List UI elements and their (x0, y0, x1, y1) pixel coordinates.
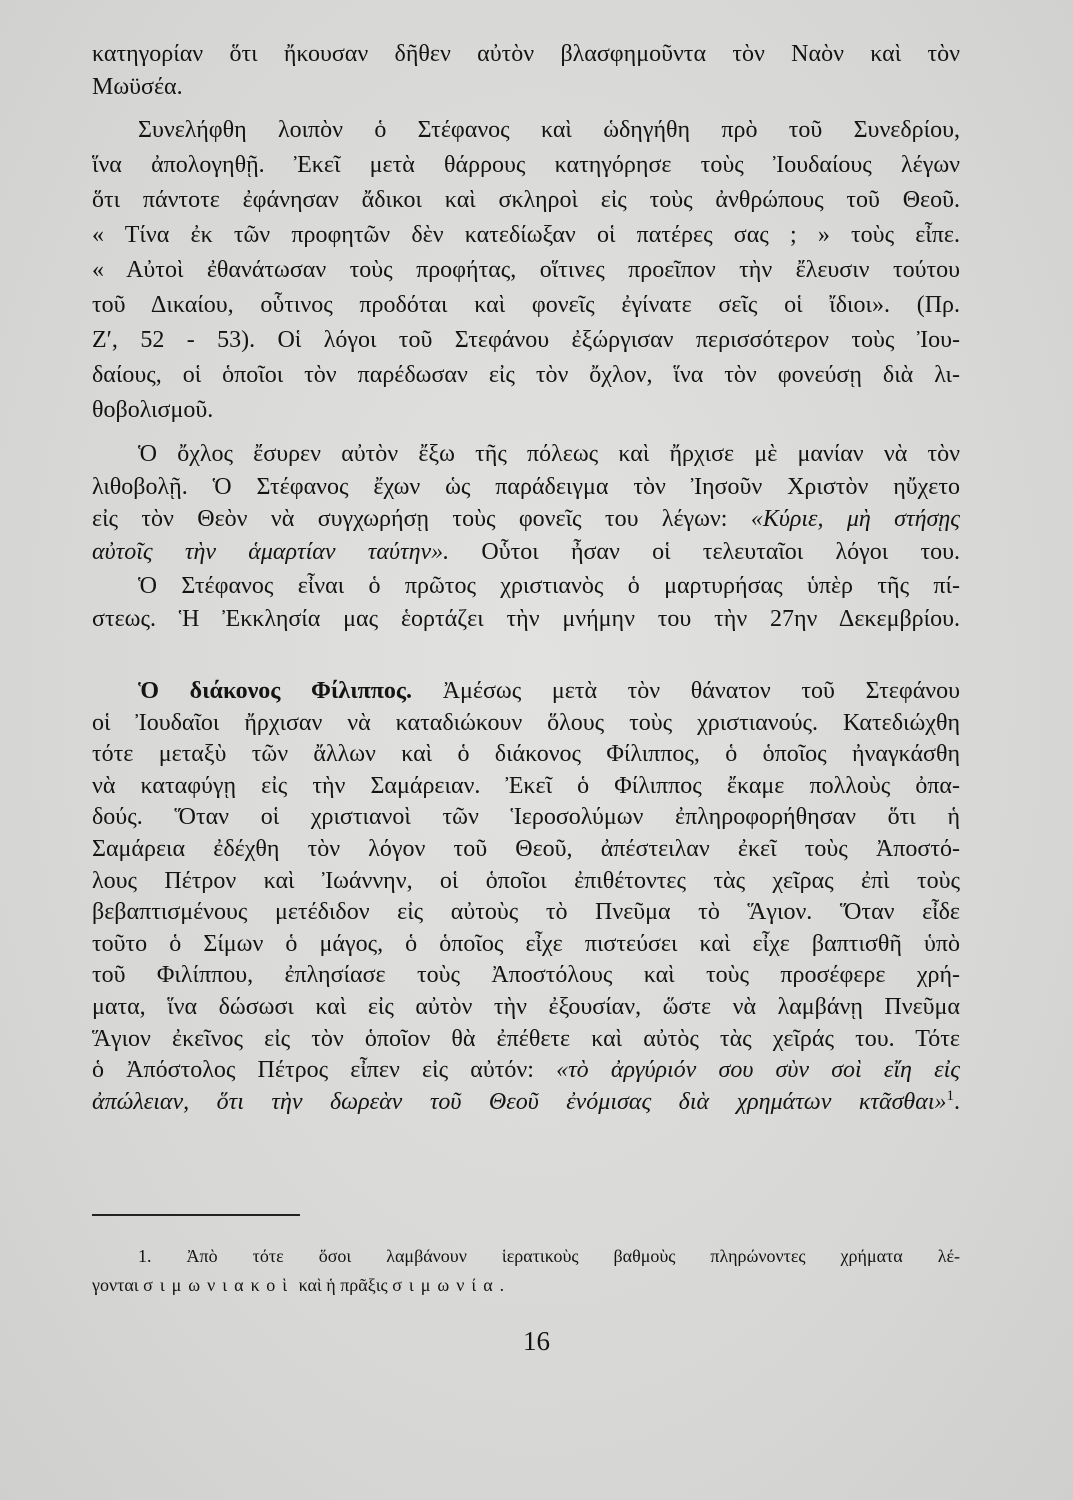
text-line (92, 438, 960, 471)
paragraph-5 (92, 676, 960, 1118)
text-segment: Σαμάρεια ἐδέχθη τὸν λόγον τοῦ Θεοῦ, ἀπέστειλαν ἐκεῖ τοὺς Ἀποστό- (92, 835, 960, 862)
text-line (92, 570, 960, 603)
text-segment: σιμωνία (392, 1275, 500, 1295)
text-line (92, 38, 960, 71)
text-segment: οἱ Ἰουδαῖοι ἤρχισαν νὰ καταδιώκουν ὅλους τοὺς χριστιανούς. Κατεδιώχθη (92, 709, 960, 736)
text-line (92, 218, 960, 253)
text-line (92, 288, 960, 323)
text-segment: Ὁ ὄχλος ἔσυρεν αὐτὸν ἔξω τῆς πόλεως καὶ ἤρχισε μὲ μανίαν νὰ τὸν (138, 441, 960, 467)
text-segment: σιμωνιακοὶ (143, 1275, 295, 1295)
text-line (92, 676, 960, 708)
text-segment: νὰ καταφύγῃ εἰς τὴν Σαμάρειαν. Ἐκεῖ ὁ Φίλιππος ἔκαμε πολλοὺς ὀπα- (92, 772, 960, 799)
text-line (92, 253, 960, 288)
text-segment: « Τίνα ἐκ τῶν προφητῶν δὲν κατεδίωξαν οἱ πατέρες σας ; » τοὺς εἶπε. (92, 222, 960, 248)
text-segment: τοῦ Φιλίππου, ἐπλησίασε τοὺς Ἀποστόλους καὶ τοὺς προσέφερε χρή- (92, 962, 960, 989)
text-line (92, 536, 960, 569)
paragraph-2 (92, 113, 960, 428)
text-segment: καὶ ἡ πρᾶξις (294, 1275, 393, 1295)
text-segment: εἰς τὸν Θεὸν νὰ συγχωρήσῃ τοὺς φονεῖς του λέγων: (92, 506, 751, 532)
footnote-divider (92, 1214, 300, 1216)
text-segment: Ἀμέσως μετὰ τὸν θάνατον τοῦ Στεφάνου (412, 678, 960, 704)
text-segment: Ἅγιον ἐκεῖνος εἰς τὸν ὁποῖον θὰ ἐπέθετε καὶ αὐτὸς τὰς χεῖράς του. Τότε (92, 1025, 960, 1052)
text-segment: δαίους, οἱ ὁποῖοι τὸν παρέδωσαν εἰς τὸν ὄχλον, ἵνα τὸν φονεύσῃ διὰ λι- (92, 362, 960, 388)
section-heading: Ὁ διάκονος Φίλιππος. (138, 678, 413, 704)
text-segment: Ζ′, 52 - 53). Οἱ λόγοι τοῦ Στεφάνου ἐξώργισαν περισσότερον τοὺς Ἰου- (92, 327, 960, 353)
quotation: «τὸ ἀργύριόν σου σὺν σοὶ εἴη εἰς (556, 1057, 960, 1084)
text-line (92, 183, 960, 218)
text-line (92, 603, 960, 636)
text-segment: ὅτι πάντοτε ἐφάνησαν ἄδικοι καὶ σκληροὶ εἰς τοὺς ἀνθρώπους τοῦ Θεοῦ. (92, 187, 960, 213)
text-line (92, 113, 960, 148)
text-segment: . (954, 1088, 960, 1115)
text-line (92, 1024, 960, 1056)
text-line (92, 323, 960, 358)
text-line (92, 866, 960, 898)
quotation: «Κύριε, μὴ στήσῃς (750, 506, 960, 532)
text-line (92, 148, 960, 183)
text-segment: ἵνα ἀπολογηθῇ. Ἐκεῖ μετὰ θάρρους κατηγόρησε τοὺς Ἰουδαίους λέγων (92, 152, 960, 178)
text-segment: Μωϋσέα. (92, 74, 183, 100)
text-line (92, 834, 960, 866)
footnote-marker: 1 (946, 1087, 954, 1104)
text-segment: Ὁ Στέφανος εἶναι ὁ πρῶτος χριστιανὸς ὁ μαρτυρήσας ὑπὲρ τῆς πί- (138, 573, 960, 599)
text-segment: δούς. Ὅταν οἱ χριστιανοὶ τῶν Ἱεροσολύμων ἐπληροφορήθησαν ὅτι ἡ (92, 804, 960, 831)
text-segment: ὁ Ἀπόστολος Πέτρος εἶπεν εἰς αὐτόν: (92, 1057, 557, 1084)
text-line (92, 1055, 960, 1087)
text-segment: . (499, 1275, 505, 1295)
text-line (92, 71, 960, 104)
text-segment: κατηγορίαν ὅτι ἤκουσαν δῆθεν αὐτὸν βλασφημοῦντα τὸν Ναὸν καὶ τὸν (92, 41, 960, 67)
text-line (92, 358, 960, 393)
paragraph-4 (92, 570, 960, 635)
footnote (92, 1242, 960, 1300)
text-line (92, 1087, 960, 1119)
quotation: αὐτοῖς τὴν ἁμαρτίαν ταύτην». (92, 538, 450, 565)
text-segment: τότε μεταξὺ τῶν ἄλλων καὶ ὁ διάκονος Φίλιππος, ὁ ὁποῖος ἠναγκάσθη (92, 741, 960, 768)
text-segment: στεως. Ἡ Ἐκκλησία μας ἑορτάζει τὴν μνήμην του τὴν 27ην Δεκεμβρίου. (92, 605, 960, 632)
text-segment: « Αὐτοὶ ἐθανάτωσαν τοὺς προφήτας, οἵτινες προεῖπον τὴν ἔλευσιν τούτου (92, 257, 960, 283)
text-line (92, 802, 960, 834)
text-line (92, 1242, 960, 1271)
text-line (92, 992, 960, 1024)
text-line (92, 471, 960, 504)
text-segment: λιθοβολῇ. Ὁ Στέφανος ἔχων ὡς παράδειγμα τὸν Ἰησοῦν Χριστὸν ηὔχετο (92, 473, 960, 500)
text-line (92, 960, 960, 992)
text-line (92, 739, 960, 771)
text-segment: Οὗτοι ἦσαν οἱ τελευταῖοι λόγοι του. (449, 538, 960, 565)
text-line (92, 393, 960, 428)
text-line (92, 708, 960, 740)
paragraph-1 (92, 38, 960, 104)
text-segment: θοβολισμοῦ. (92, 397, 214, 423)
text-line (92, 771, 960, 803)
text-segment: ματα, ἵνα δώσωσι καὶ εἰς αὐτὸν τὴν ἐξουσίαν, ὥστε νὰ λαμβάνῃ Πνεῦμα (92, 993, 960, 1020)
text-line (92, 897, 960, 929)
text-segment: Συνελήφθη λοιπὸν ὁ Στέφανος καὶ ὡδηγήθη πρὸ τοῦ Συνεδρίου, (138, 117, 960, 143)
text-line (92, 929, 960, 961)
page-number: 16 (523, 1326, 550, 1356)
text-line (92, 1271, 960, 1300)
paragraph-3 (92, 438, 960, 568)
quotation: ἀπώλειαν, ὅτι τὴν δωρεὰν τοῦ Θεοῦ ἐνόμισας διὰ χρημάτων κτᾶσθαι» (92, 1088, 947, 1115)
text-segment: λους Πέτρον καὶ Ἰωάννην, οἱ ὁποῖοι ἐπιθέτοντες τὰς χεῖρας ἐπὶ τοὺς (92, 867, 960, 894)
text-segment: 1. Ἀπὸ τότε ὅσοι λαμβάνουν ἱερατικοὺς βαθμοὺς πληρώνοντες χρήματα λέ- (138, 1246, 960, 1266)
text-segment: τοῦ Δικαίου, οὗτινος προδόται καὶ φονεῖς ἐγίνατε σεῖς οἱ ἴδιοι». (Πρ. (92, 292, 960, 318)
text-segment: τοῦτο ὁ Σίμων ὁ μάγος, ὁ ὁποῖος εἶχε πιστεύσει καὶ εἶχε βαπτισθῆ ὑπὸ (92, 930, 960, 957)
text-segment: βεβαπτισμένους μετέδιδον εἰς αὐτοὺς τὸ Πνεῦμα τὸ Ἅγιον. Ὅταν εἶδε (92, 899, 960, 926)
text-line (92, 503, 960, 536)
text-segment: γονται (92, 1275, 144, 1295)
